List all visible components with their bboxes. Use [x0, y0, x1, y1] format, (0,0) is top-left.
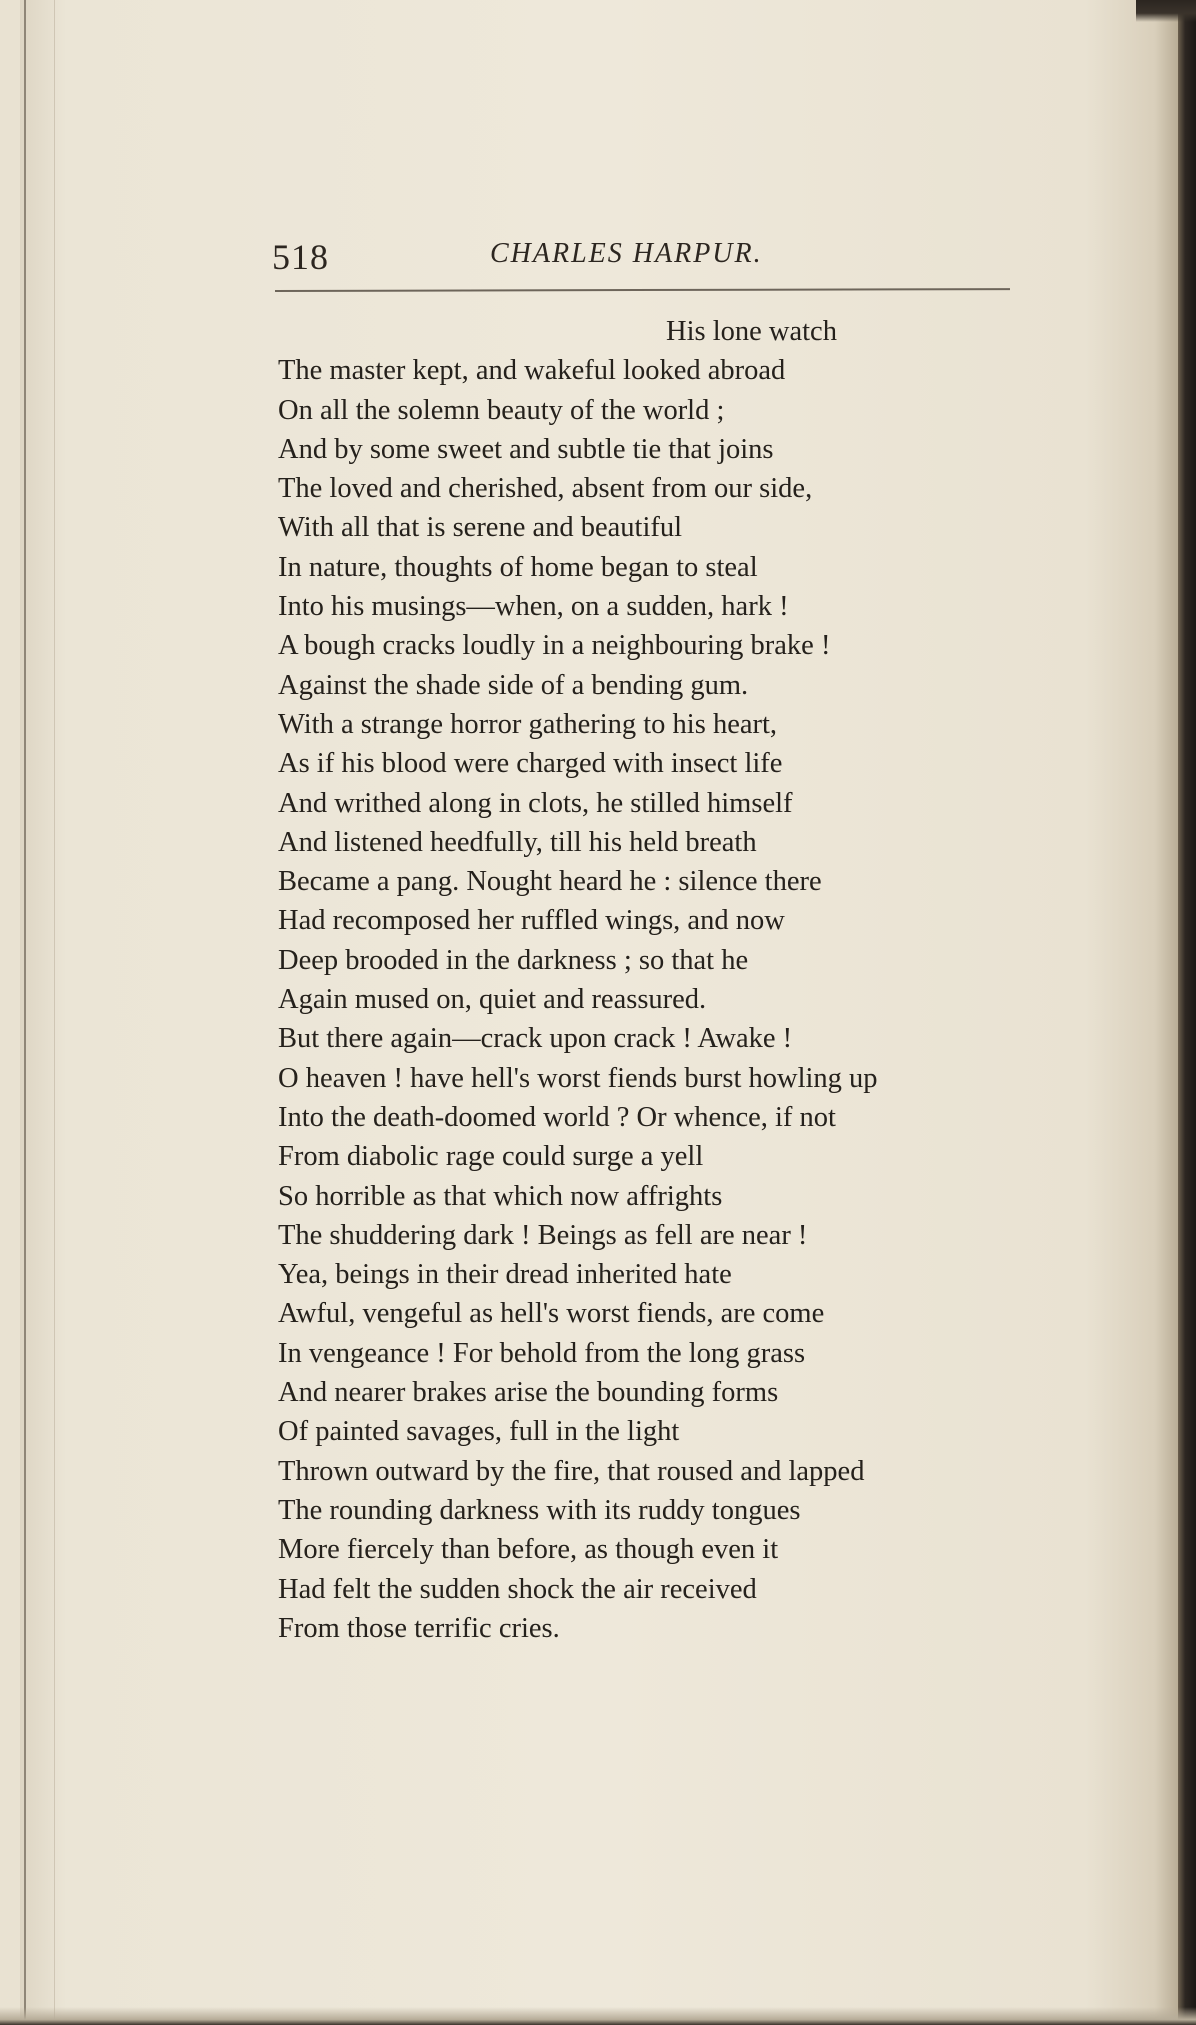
poem-line: In nature, thoughts of home began to steal	[278, 551, 758, 583]
poem-line: Became a pang. Nought heard he : silence there	[278, 866, 822, 898]
poem-line: A bough cracks loudly in a neighbouring brake !	[278, 630, 831, 662]
poem-line: From those terrific cries.	[278, 1612, 560, 1644]
poem-line: Into the death-doomed world ? Or whence, if not	[278, 1101, 836, 1133]
poem-line: On all the solemn beauty of the world ;	[278, 394, 725, 426]
poem-line: Had recomposed her ruffled wings, and now	[278, 905, 785, 937]
poem-line: The loved and cherished, absent from our side,	[278, 473, 813, 505]
poem-line: Yea, beings in their dread inherited hate	[278, 1259, 732, 1291]
poem-line: Again mused on, quiet and reassured.	[278, 984, 707, 1016]
page-header	[272, 232, 1012, 292]
page-number: 518	[272, 237, 329, 277]
poem-line: O heaven ! have hell's worst fiends burst howling up	[278, 1062, 878, 1094]
poem-line: And by some sweet and subtle tie that joins	[278, 433, 774, 465]
poem-line: With all that is serene and beautiful	[278, 512, 683, 544]
poem-line: And nearer brakes arise the bounding forms	[278, 1377, 779, 1409]
running-head: CHARLES HARPUR.	[490, 238, 763, 269]
poem-line: So horrible as that which now affrights	[278, 1180, 723, 1212]
poem-line: But there again—crack upon crack ! Awake !	[278, 1023, 793, 1055]
poem-line: In vengeance ! For behold from the long grass	[278, 1337, 806, 1369]
poem-line: From diabolic rage could surge a yell	[278, 1141, 704, 1173]
poem-line: His lone watch	[666, 316, 837, 347]
poem-line: Deep brooded in the darkness ; so that he	[278, 944, 749, 976]
page-gutter-shadow	[54, 0, 55, 2025]
poem-line: Of painted savages, full in the light	[278, 1416, 680, 1448]
book-corner-shadow	[1136, 0, 1196, 22]
poem-line: More fiercely than before, as though even it	[278, 1534, 779, 1566]
poem-line: As if his blood were charged with insect life	[278, 748, 783, 780]
poem-line: Against the shade side of a bending gum.	[278, 669, 749, 701]
poem-line: The shuddering dark ! Beings as fell are near !	[278, 1219, 808, 1251]
poem-line: With a strange horror gathering to his heart,	[278, 708, 778, 740]
poem-line: Had felt the sudden shock the air received	[278, 1573, 757, 1605]
poem-line: Awful, vengeful as hell's worst fiends, are come	[278, 1298, 825, 1330]
page-bottom-edge	[0, 2007, 1196, 2025]
book-cover-edge	[1178, 0, 1196, 2025]
poem-line: And listened heedfully, till his held breath	[278, 826, 757, 858]
page-gutter-line	[24, 0, 26, 2025]
poem-line: Into his musings—when, on a sudden, hark !	[278, 591, 789, 623]
poem-line: The rounding darkness with its ruddy tongues	[278, 1494, 801, 1526]
poem-line: The master kept, and wakeful looked abroad	[278, 355, 786, 387]
poem-text	[278, 312, 1078, 1648]
poem-line: And writhed along in clots, he stilled himself	[278, 787, 793, 819]
poem-line: Thrown outward by the fire, that roused and lapped	[278, 1455, 865, 1487]
